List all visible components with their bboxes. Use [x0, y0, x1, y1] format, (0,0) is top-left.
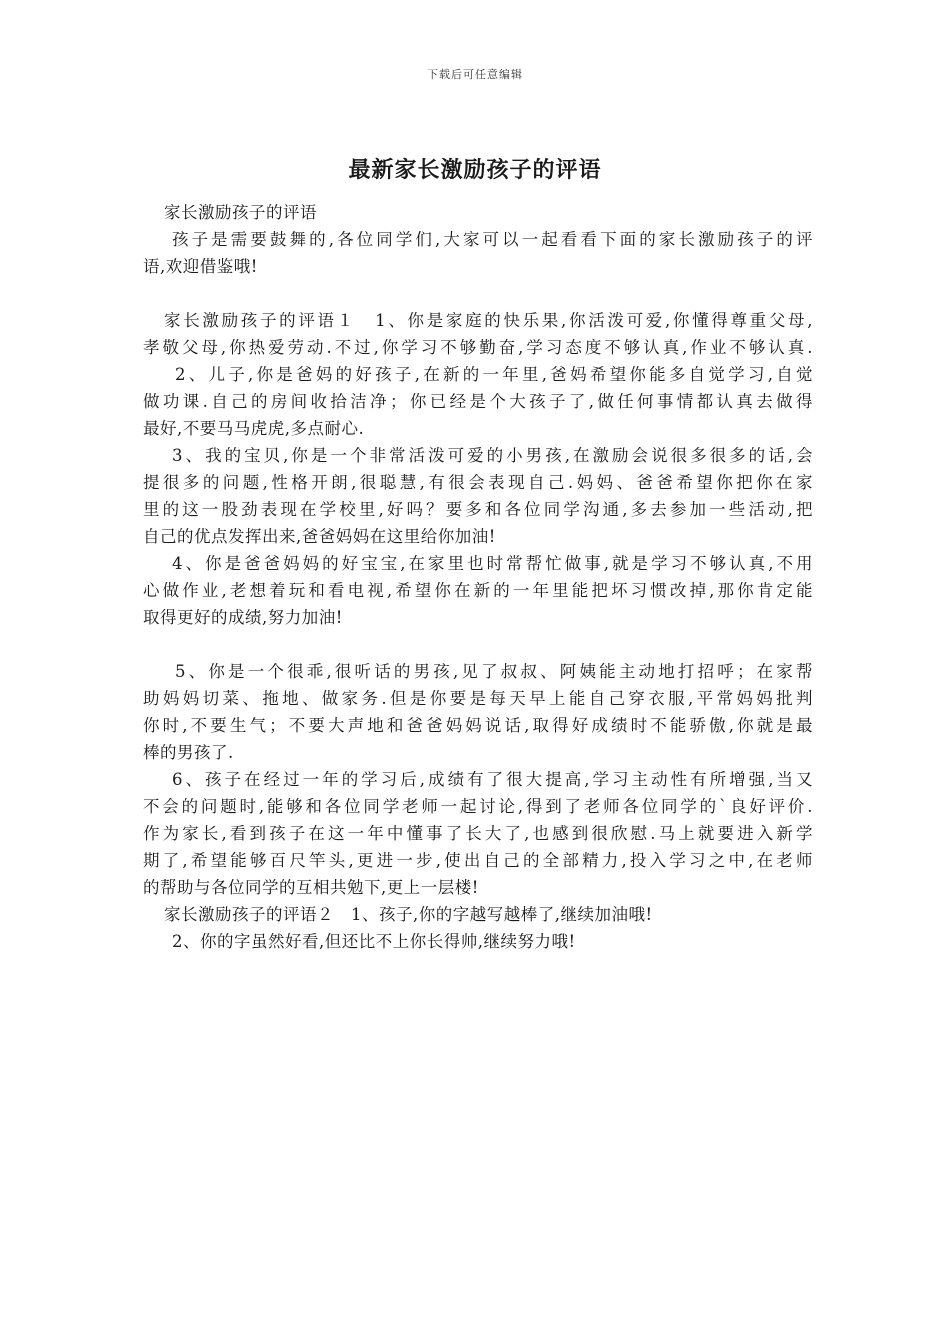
blank-line: [143, 631, 813, 658]
text-line: 4、你是爸爸妈妈的好宝宝,在家里也时常帮忙做事,就是学习不够认真,不用: [172, 554, 813, 573]
blank-line: [143, 280, 813, 307]
text-line: 助妈妈切菜、拖地、做家务.但是你要是每天早上能自己穿衣服,平常妈妈批判: [143, 689, 813, 708]
text-line: 2、儿子,你是爸妈的好孩子,在新的一年里,爸妈希望你能多自觉学习,自觉: [175, 365, 813, 384]
text-line: 作为家长,看到孩子在这一年中懂事了长大了,也感到很欣慰.马上就要进入新学: [143, 824, 813, 843]
page-header-note: 下载后可任意编辑: [427, 68, 523, 81]
text-line: 做功课.自己的房间收拾洁净；你已经是个大孩子了,做任何事情都认真去做得: [143, 392, 813, 411]
text-line: 里的这一股劲表现在学校里,好吗？要多和各位同学沟通,多去参加一些活动,把: [143, 500, 813, 519]
text-line: 3、我的宝贝,你是一个非常活泼可爱的小男孩,在激励会说很多很多的话,会: [172, 446, 813, 465]
text-line: 家长激励孩子的评语１ 1、你是家庭的快乐果,你活泼可爱,你懂得尊重父母,: [164, 311, 813, 330]
document-title: 最新家长激励孩子的评语: [348, 157, 602, 183]
text-line: 6、孩子在经过一年的学习后,成绩有了很大提高,学习主动性有所增强,当又: [172, 770, 813, 789]
text-line: 取得更好的成绩,努力加油!: [143, 608, 343, 627]
text-line: 最好,不要马马虎虎,多点耐心.: [143, 419, 365, 438]
text-line: 5、你是一个很乖,很听话的男孩,见了叔叔、阿姨能主动地打招呼；在家帮: [175, 662, 813, 681]
text-line: 提很多的问题,性格开朗,很聪慧,有很会表现自己.妈妈、爸爸希望你把你在家: [143, 473, 813, 492]
text-line: 自己的优点发挥出来,爸爸妈妈在这里给你加油!: [143, 527, 496, 546]
text-line: 棒的男孩了.: [143, 743, 234, 762]
text-line: 2、你的字虽然好看,但还比不上你长得帅,继续努力哦!: [172, 932, 576, 951]
text-line: 孩子是需要鼓舞的,各位同学们,大家可以一起看看下面的家长激励孩子的评: [172, 230, 813, 249]
text-line: 孝敬父母,你热爱劳动.不过,你学习不够勤奋,学习态度不够认真,作业不够认真.: [143, 338, 813, 357]
text-line: 家长激励孩子的评语: [164, 203, 317, 222]
text-line: 你时,不要生气；不要大声地和爸爸妈妈说话,取得好成绩时不能骄傲,你就是最: [143, 716, 813, 735]
text-line: 心做作业,老想着玩和看电视,希望你在新的一年里能把坏习惯改掉,那你肯定能: [143, 581, 813, 600]
document-body: [143, 199, 813, 955]
text-line: 语,欢迎借鉴哦!: [143, 257, 258, 276]
text-line: 的帮助与各位同学的互相共勉下,更上一层楼!: [143, 878, 479, 897]
text-line: 不会的问题时,能够和各位同学老师一起讨论,得到了老师各位同学的`良好评价.: [143, 797, 813, 816]
text-line: 期了,希望能够百尺竿头,更进一步,使出自己的全部精力,投入学习之中,在老师: [143, 851, 813, 870]
text-line: 家长激励孩子的评语２ 1、孩子,你的字越写越棒了,继续加油哦!: [164, 905, 653, 924]
